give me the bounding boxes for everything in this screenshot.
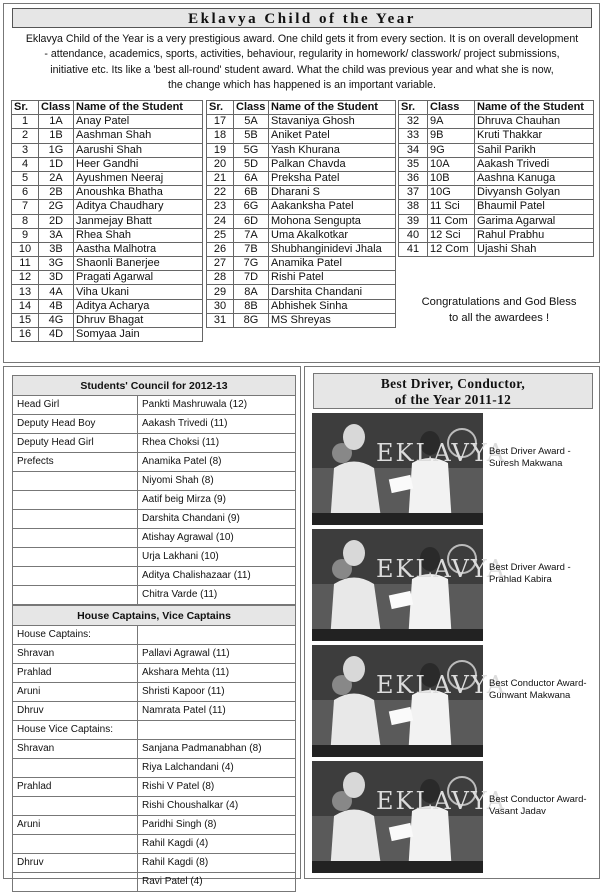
captain-cell: Paridhi Singh (8) [138, 816, 296, 835]
captain-cell: Sanjana Padmanabhan (8) [138, 740, 296, 759]
table-row [207, 200, 396, 214]
table-row [13, 415, 296, 434]
table-row [399, 214, 594, 228]
class-cell: 10G [428, 186, 475, 200]
role-cell [13, 548, 138, 567]
table-row [399, 115, 594, 129]
class-cell: 12 Sci [428, 228, 475, 242]
serial-cell: 5 [12, 171, 39, 185]
member-cell: Aditya Chalishazaar (11) [138, 567, 296, 586]
intro-text [10, 32, 594, 94]
class-cell: 10B [428, 171, 475, 185]
serial-cell: 19 [207, 143, 234, 157]
table-row [12, 171, 203, 185]
captain-cell: Rishi Choushalkar (4) [138, 797, 296, 816]
student-name-cell: Aarushi Shah [74, 143, 203, 157]
table-row [207, 299, 396, 313]
student-name-cell: Rishi Patel [269, 271, 396, 285]
award-caption [489, 446, 599, 470]
serial-cell: 17 [207, 115, 234, 129]
photo-banner-text: EKLAVYA [376, 671, 507, 699]
class-cell: 7D [234, 271, 269, 285]
student-name-cell: Viha Ukani [74, 285, 203, 299]
student-name-cell: Pragati Agarwal [74, 271, 203, 285]
student-name-cell: Palkan Chavda [269, 157, 396, 171]
table-row [13, 835, 296, 854]
award-title: Best Conductor Award- [489, 794, 587, 805]
class-cell: 2B [39, 186, 74, 200]
serial-cell: 39 [399, 214, 428, 228]
class-cell: 7B [234, 242, 269, 256]
table-title-row [13, 606, 296, 626]
table-row [12, 271, 203, 285]
table-row [13, 645, 296, 664]
role-cell [13, 472, 138, 491]
column-header: Name of the Student [475, 101, 594, 115]
captain-cell: Rahil Kagdi (4) [138, 835, 296, 854]
serial-cell: 30 [207, 299, 234, 313]
class-cell: 5A [234, 115, 269, 129]
student-name-cell: Darshita Chandani [269, 285, 396, 299]
role-cell: Prefects [13, 453, 138, 472]
table-row [207, 115, 396, 129]
class-cell: 12 Com [428, 242, 475, 256]
column-header: Class [428, 101, 475, 115]
table-row [399, 129, 594, 143]
serial-cell: 6 [12, 186, 39, 200]
table-row [207, 171, 396, 185]
class-cell: 6A [234, 171, 269, 185]
table-row [399, 200, 594, 214]
serial-cell: 2 [12, 129, 39, 143]
house-cell: Shravan [13, 645, 138, 664]
serial-cell: 21 [207, 171, 234, 185]
section-label: House Vice Captains: [13, 721, 138, 740]
captain-cell: Namrata Patel (11) [138, 702, 296, 721]
table-row [13, 740, 296, 759]
page-title: Eklavya Child of the Year [12, 8, 592, 28]
class-cell: 1G [39, 143, 74, 157]
table-row [13, 491, 296, 510]
serial-cell: 24 [207, 214, 234, 228]
serial-cell: 35 [399, 157, 428, 171]
serial-cell: 25 [207, 228, 234, 242]
column-header: Sr. [399, 101, 428, 115]
column-header: Class [39, 101, 74, 115]
class-cell: 3A [39, 228, 74, 242]
serial-cell: 41 [399, 242, 428, 256]
table-row [207, 214, 396, 228]
serial-cell: 15 [12, 313, 39, 327]
table-row [12, 242, 203, 256]
student-name-cell: Kruti Thakkar [475, 129, 594, 143]
serial-cell: 18 [207, 129, 234, 143]
student-name-cell: Aakanksha Patel [269, 200, 396, 214]
intro-line: - attendance, academics, sports, activities, behaviour, regularity in homework/ classwork/ project submissions, [44, 48, 560, 61]
table-row [207, 285, 396, 299]
serial-cell: 20 [207, 157, 234, 171]
class-cell: 1A [39, 115, 74, 129]
serial-cell: 8 [12, 214, 39, 228]
serial-cell: 31 [207, 313, 234, 327]
class-cell: 3D [39, 271, 74, 285]
house-cell: Aruni [13, 816, 138, 835]
table-row [13, 510, 296, 529]
serial-cell: 7 [12, 200, 39, 214]
member-cell: Chitra Varde (11) [138, 586, 296, 605]
house-cell: Shravan [13, 740, 138, 759]
best-driver-section [304, 366, 600, 879]
student-name-cell: Abhishek Sinha [269, 299, 396, 313]
member-cell: Aatif beig Mirza (9) [138, 491, 296, 510]
empty-cell [138, 721, 296, 740]
class-cell: 2A [39, 171, 74, 185]
title-line: Best Driver, Conductor, [380, 376, 526, 391]
class-cell: 4D [39, 328, 74, 342]
student-name-cell: Heer Gandhi [74, 157, 203, 171]
student-name-cell: Yash Khurana [269, 143, 396, 157]
serial-cell: 9 [12, 228, 39, 242]
table-row [13, 873, 296, 892]
column-header: Name of the Student [269, 101, 396, 115]
house-cell: Prahlad [13, 664, 138, 683]
class-cell: 5D [234, 157, 269, 171]
class-cell: 9A [428, 115, 475, 129]
captain-cell: Rahil Kagdi (8) [138, 854, 296, 873]
award-photo [312, 645, 507, 757]
table-row [12, 115, 203, 129]
student-name-cell: Aditya Acharya [74, 299, 203, 313]
student-name-cell: Rhea Shah [74, 228, 203, 242]
award-photo-illustration [312, 645, 507, 757]
table-row [207, 313, 396, 327]
serial-cell: 16 [12, 328, 39, 342]
table-row [12, 257, 203, 271]
table-row [13, 548, 296, 567]
house-cell [13, 797, 138, 816]
member-cell: Darshita Chandani (9) [138, 510, 296, 529]
captains-title: House Captains, Vice Captains [13, 606, 296, 626]
class-cell: 6B [234, 186, 269, 200]
captain-cell: Akshara Mehta (11) [138, 664, 296, 683]
table-row [207, 186, 396, 200]
award-caption [489, 678, 599, 702]
class-cell: 1B [39, 129, 74, 143]
congratulations-message [404, 294, 594, 326]
council-title: Students' Council for 2012-13 [13, 376, 296, 396]
class-cell: 2G [39, 200, 74, 214]
award-title: Best Driver Award - [489, 446, 571, 457]
student-name-cell: Rahul Prabhu [475, 228, 594, 242]
table-row [207, 143, 396, 157]
serial-cell: 4 [12, 157, 39, 171]
student-name-cell: Aashman Shah [74, 129, 203, 143]
table-row [12, 299, 203, 313]
serial-cell: 14 [12, 299, 39, 313]
award-photo-illustration [312, 529, 507, 641]
table-row [13, 567, 296, 586]
photo-banner-text: EKLAVYA [376, 555, 507, 583]
table-row [13, 664, 296, 683]
class-cell: 2D [39, 214, 74, 228]
table-header-row [12, 101, 203, 115]
role-cell [13, 586, 138, 605]
table-row [12, 228, 203, 242]
class-cell: 5B [234, 129, 269, 143]
captain-cell: Ravi Patel (4) [138, 873, 296, 892]
student-name-cell: Shaonli Banerjee [74, 257, 203, 271]
house-cell: Aruni [13, 683, 138, 702]
table-row [13, 472, 296, 491]
member-cell: Anamika Patel (8) [138, 453, 296, 472]
serial-cell: 3 [12, 143, 39, 157]
award-photo [312, 529, 507, 641]
class-cell: 9G [428, 143, 475, 157]
student-name-cell: Ayushmen Neeraj [74, 171, 203, 185]
serial-cell: 40 [399, 228, 428, 242]
students-council-table [12, 375, 296, 605]
role-cell [13, 491, 138, 510]
child-of-year-section [3, 3, 600, 363]
table-row [13, 797, 296, 816]
table-row [12, 328, 203, 342]
table-row [12, 285, 203, 299]
serial-cell: 33 [399, 129, 428, 143]
best-driver-title [313, 373, 593, 409]
table-row [13, 778, 296, 797]
class-cell: 5G [234, 143, 269, 157]
title-line: of the Year 2011-12 [394, 392, 512, 407]
role-cell [13, 510, 138, 529]
student-name-cell: Uma Akalkotkar [269, 228, 396, 242]
student-name-cell: MS Shreyas [269, 313, 396, 327]
table-row [13, 759, 296, 778]
section-label: House Captains: [13, 626, 138, 645]
captain-cell: Shristi Kapoor (11) [138, 683, 296, 702]
house-cell [13, 835, 138, 854]
house-cell: Dhruv [13, 702, 138, 721]
table-row [13, 396, 296, 415]
serial-cell: 36 [399, 171, 428, 185]
house-cell [13, 759, 138, 778]
class-cell: 4B [39, 299, 74, 313]
serial-cell: 29 [207, 285, 234, 299]
member-cell: Rhea Choksi (11) [138, 434, 296, 453]
student-name-cell: Somyaa Jain [74, 328, 203, 342]
photo-banner-text: EKLAVYA [376, 787, 507, 815]
council-section [3, 366, 301, 887]
student-name-cell: Dhruv Bhagat [74, 313, 203, 327]
table-row [12, 214, 203, 228]
house-cell: Dhruv [13, 854, 138, 873]
table-row [207, 257, 396, 271]
intro-line: Eklavya Child of the Year is a very prestigious award. One child gets it from every section. It is on overall development [25, 33, 579, 45]
table-row [399, 157, 594, 171]
serial-cell: 32 [399, 115, 428, 129]
column-header: Sr. [207, 101, 234, 115]
table-row [207, 157, 396, 171]
table-row [399, 186, 594, 200]
student-name-cell: Anamika Patel [269, 257, 396, 271]
member-cell: Urja Lakhani (10) [138, 548, 296, 567]
awards-table-3 [398, 100, 594, 257]
house-cell [13, 873, 138, 892]
award-caption [489, 794, 599, 818]
student-name-cell: Mohona Sengupta [269, 214, 396, 228]
student-name-cell: Aastha Malhotra [74, 242, 203, 256]
table-row [399, 228, 594, 242]
table-row [12, 143, 203, 157]
table-row [207, 242, 396, 256]
award-photo-illustration [312, 761, 507, 873]
congrats-line: Congratulations and God Bless [421, 296, 577, 308]
captain-cell: Pallavi Agrawal (11) [138, 645, 296, 664]
class-cell: 8A [234, 285, 269, 299]
photo-banner-text: EKLAVYA [376, 439, 507, 467]
role-cell: Deputy Head Boy [13, 415, 138, 434]
student-name-cell: Preksha Patel [269, 171, 396, 185]
class-cell: 7G [234, 257, 269, 271]
awardee-name: Gunwant Makwana [489, 690, 571, 701]
member-cell: Atishay Agrawal (10) [138, 529, 296, 548]
student-name-cell: Anoushka Bhatha [74, 186, 203, 200]
column-header: Name of the Student [74, 101, 203, 115]
table-row [13, 816, 296, 835]
class-cell: 4A [39, 285, 74, 299]
student-name-cell: Ujashi Shah [475, 242, 594, 256]
table-row [13, 702, 296, 721]
award-title: Best Driver Award - [489, 562, 571, 573]
student-name-cell: Janmejay Bhatt [74, 214, 203, 228]
column-header: Sr. [12, 101, 39, 115]
class-cell: 3B [39, 242, 74, 256]
captain-cell: Rishi V Patel (8) [138, 778, 296, 797]
intro-line: the change which has happened is an important variable. [168, 79, 436, 92]
section-row [13, 721, 296, 740]
student-name-cell: Sahil Parikh [475, 143, 594, 157]
award-photo [312, 761, 507, 873]
class-cell: 6D [234, 214, 269, 228]
table-row [13, 453, 296, 472]
table-row [13, 434, 296, 453]
table-row [12, 200, 203, 214]
house-cell: Prahlad [13, 778, 138, 797]
student-name-cell: Aditya Chaudhary [74, 200, 203, 214]
table-row [207, 228, 396, 242]
student-name-cell: Divyansh Golyan [475, 186, 594, 200]
class-cell: 7A [234, 228, 269, 242]
student-name-cell: Aashna Kanuga [475, 171, 594, 185]
award-photo-illustration [312, 413, 507, 525]
awardee-name: Suresh Makwana [489, 458, 563, 469]
column-header: Class [234, 101, 269, 115]
student-name-cell: Anay Patel [74, 115, 203, 129]
table-row [12, 313, 203, 327]
class-cell: 4G [39, 313, 74, 327]
class-cell: 1D [39, 157, 74, 171]
class-cell: 3G [39, 257, 74, 271]
serial-cell: 11 [12, 257, 39, 271]
student-name-cell: Shubhanginidevi Jhala [269, 242, 396, 256]
table-row [12, 129, 203, 143]
member-cell: Pankti Mashruwala (12) [138, 396, 296, 415]
role-cell [13, 529, 138, 548]
serial-cell: 10 [12, 242, 39, 256]
role-cell: Head Girl [13, 396, 138, 415]
section-row [13, 626, 296, 645]
award-title: Best Conductor Award- [489, 678, 587, 689]
congrats-line: to all the awardees ! [448, 312, 550, 324]
captain-cell: Riya Lalchandani (4) [138, 759, 296, 778]
table-row [399, 171, 594, 185]
student-name-cell: Stavaniya Ghosh [269, 115, 396, 129]
table-header-row [207, 101, 396, 115]
serial-cell: 37 [399, 186, 428, 200]
house-captains-table [12, 605, 296, 892]
awardee-name: Prahlad Kabira [489, 574, 552, 585]
awards-table-1 [11, 100, 203, 342]
serial-cell: 13 [12, 285, 39, 299]
table-row [12, 186, 203, 200]
serial-cell: 27 [207, 257, 234, 271]
table-row [399, 143, 594, 157]
table-row [399, 242, 594, 256]
member-cell: Niyomi Shah (8) [138, 472, 296, 491]
table-row [13, 854, 296, 873]
class-cell: 9B [428, 129, 475, 143]
student-name-cell: Bhaumil Patel [475, 200, 594, 214]
table-row [207, 129, 396, 143]
table-header-row [399, 101, 594, 115]
role-cell [13, 567, 138, 586]
student-name-cell: Dharani S [269, 186, 396, 200]
table-row [207, 271, 396, 285]
class-cell: 11 Sci [428, 200, 475, 214]
empty-cell [138, 626, 296, 645]
member-cell: Aakash Trivedi (11) [138, 415, 296, 434]
student-name-cell: Dhruva Chauhan [475, 115, 594, 129]
student-name-cell: Garima Agarwal [475, 214, 594, 228]
class-cell: 8B [234, 299, 269, 313]
serial-cell: 22 [207, 186, 234, 200]
student-name-cell: Aakash Trivedi [475, 157, 594, 171]
class-cell: 6G [234, 200, 269, 214]
table-row [13, 683, 296, 702]
serial-cell: 1 [12, 115, 39, 129]
class-cell: 10A [428, 157, 475, 171]
awards-table-2 [206, 100, 396, 328]
table-row [13, 529, 296, 548]
serial-cell: 28 [207, 271, 234, 285]
student-name-cell: Aniket Patel [269, 129, 396, 143]
serial-cell: 26 [207, 242, 234, 256]
award-caption [489, 562, 599, 586]
table-title-row [13, 376, 296, 396]
serial-cell: 23 [207, 200, 234, 214]
table-row [13, 586, 296, 605]
award-photo [312, 413, 507, 525]
intro-line: initiative etc. Its like a 'best all-round' student award. What the child was previous year and what she is now, [50, 63, 554, 76]
table-row [12, 157, 203, 171]
awardee-name: Vasant Jadav [489, 806, 546, 817]
role-cell: Deputy Head Girl [13, 434, 138, 453]
class-cell: 11 Com [428, 214, 475, 228]
class-cell: 8G [234, 313, 269, 327]
serial-cell: 12 [12, 271, 39, 285]
serial-cell: 38 [399, 200, 428, 214]
serial-cell: 34 [399, 143, 428, 157]
